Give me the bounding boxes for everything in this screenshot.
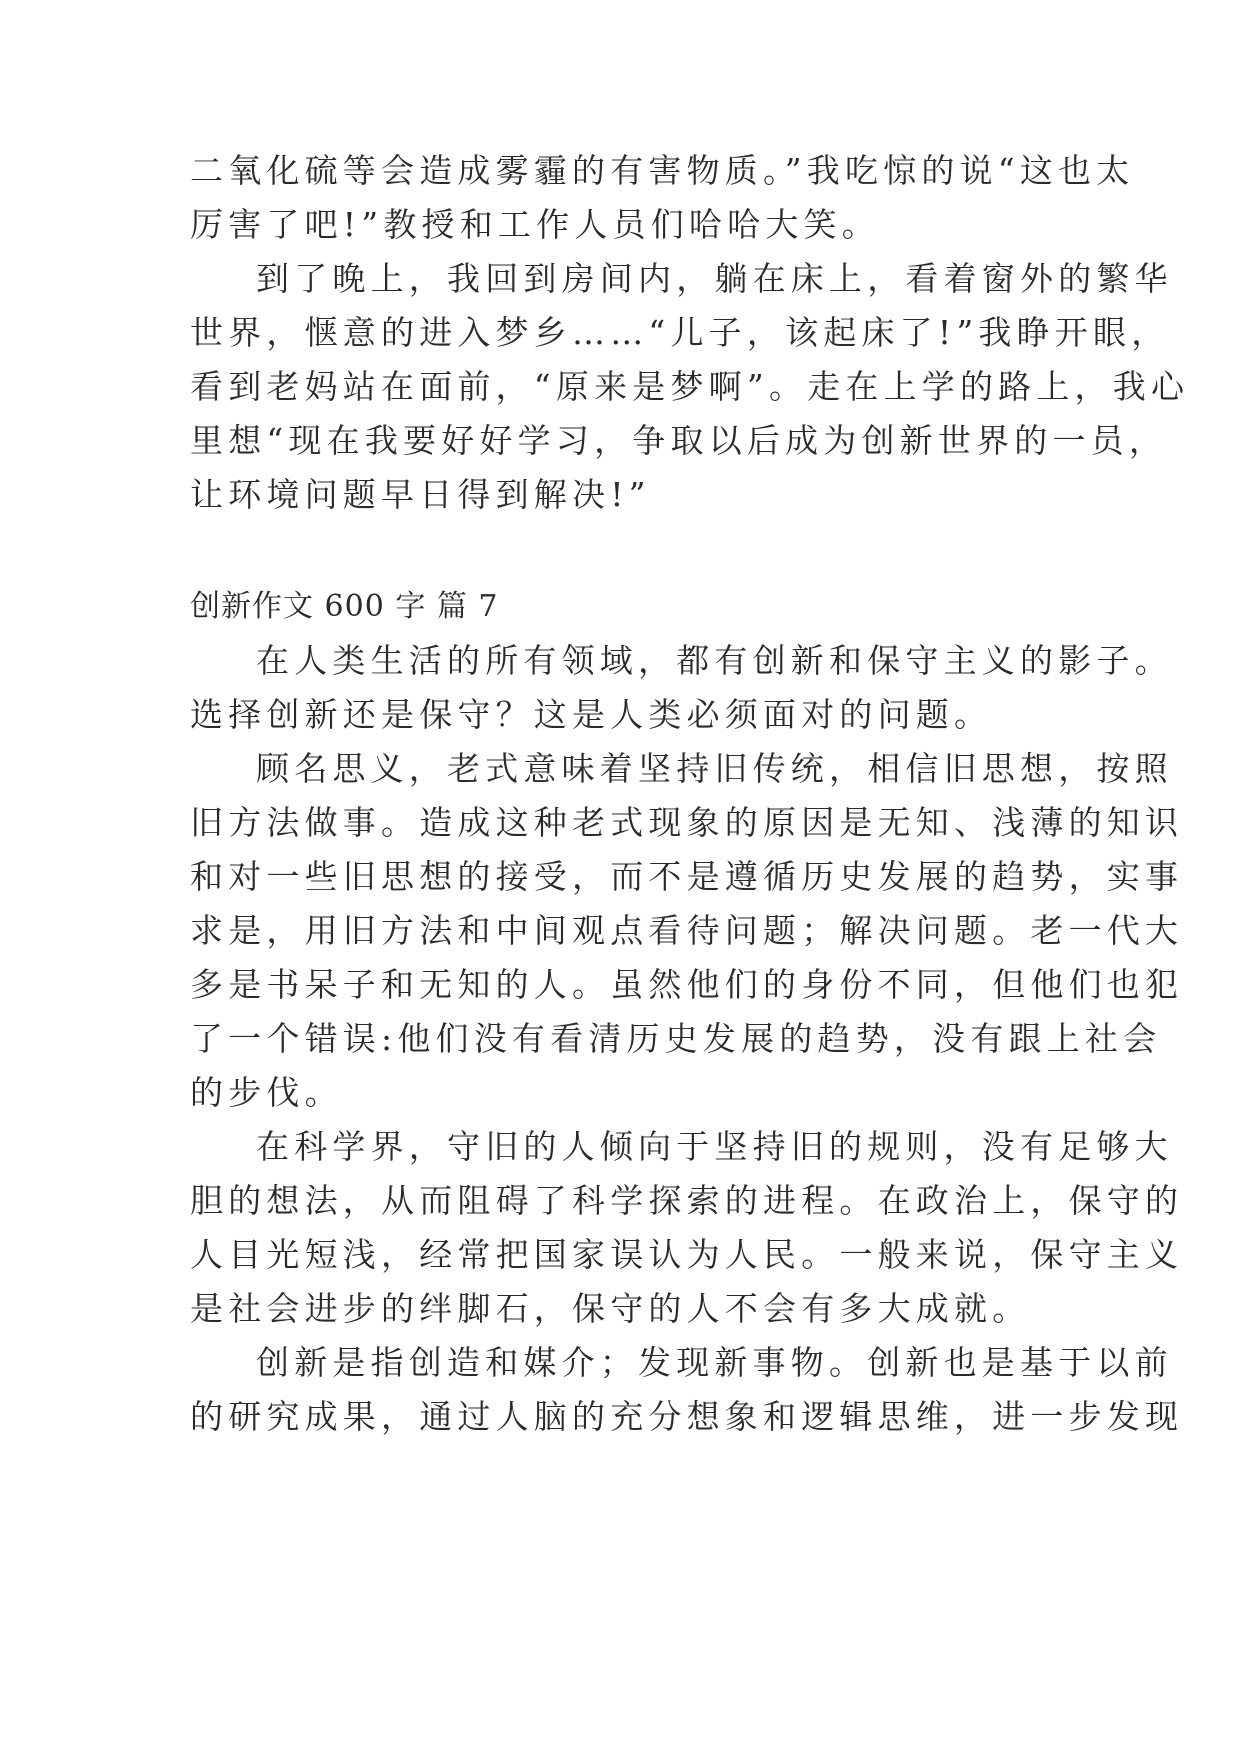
paragraph-line: 求是，用旧方法和中间观点看待问题；解决问题。老一代大 (190, 911, 1184, 950)
paragraph-line: 是社会进步的绊脚石，保守的人不会有多大成就。 (190, 1289, 1031, 1328)
paragraph-line: 胆的想法，从而阻碍了科学探索的进程。在政治上，保守的 (190, 1181, 1184, 1220)
section-heading: 创新作文 600 字 篇 7 (190, 589, 499, 624)
paragraph-line: 在人类生活的所有领域，都有创新和保守主义的影子。 (256, 641, 1173, 680)
paragraph-line: 旧方法做事。造成这种老式现象的原因是无知、浅薄的知识 (190, 803, 1184, 842)
paragraph-line: 到了晚上，我回到房间内，躺在床上，看着窗外的繁华 (256, 259, 1173, 298)
paragraph-line: 厉害了吧!”教授和工作人员们哈哈大笑。 (190, 205, 880, 244)
paragraph-line: 世界，惬意的进入梦乡……“儿子，该起床了!”我睁开眼， (190, 313, 1170, 352)
paragraph-line: 顾名思义，老式意味着坚持旧传统，相信旧思想，按照 (256, 749, 1173, 788)
paragraph-line: 创新是指创造和媒介；发现新事物。创新也是基于以前 (256, 1343, 1173, 1382)
paragraph-line: 人目光短浅，经常把国家误认为人民。一般来说，保守主义 (190, 1235, 1184, 1274)
paragraph-line: 看到老妈站在面前，“原来是梦啊”。走在上学的路上，我心 (190, 367, 1190, 406)
paragraph-line: 选择创新还是保守？这是人类必须面对的问题。 (190, 695, 993, 734)
paragraph-line: 多是书呆子和无知的人。虽然他们的身份不同，但他们也犯 (190, 965, 1184, 1004)
paragraph-line: 让环境问题早日得到解决!” (190, 475, 651, 514)
paragraph-line: 的步伐。 (190, 1073, 343, 1112)
paragraph-line: 了一个错误:他们没有看清历史发展的趋势，没有跟上社会 (190, 1019, 1162, 1058)
paragraph-line: 和对一些旧思想的接受，而不是遵循历史发展的趋势，实事 (190, 857, 1184, 896)
paragraph-line: 在科学界，守旧的人倾向于坚持旧的规则，没有足够大 (256, 1127, 1173, 1166)
paragraph-line: 二氧化硫等会造成雾霾的有害物质。”我吃惊的说“这也太 (190, 151, 1135, 190)
paragraph-line: 里想“现在我要好好学习，争取以后成为创新世界的一员， (190, 421, 1168, 460)
paragraph-line: 的研究成果，通过人脑的充分想象和逻辑思维，进一步发现 (190, 1397, 1184, 1436)
